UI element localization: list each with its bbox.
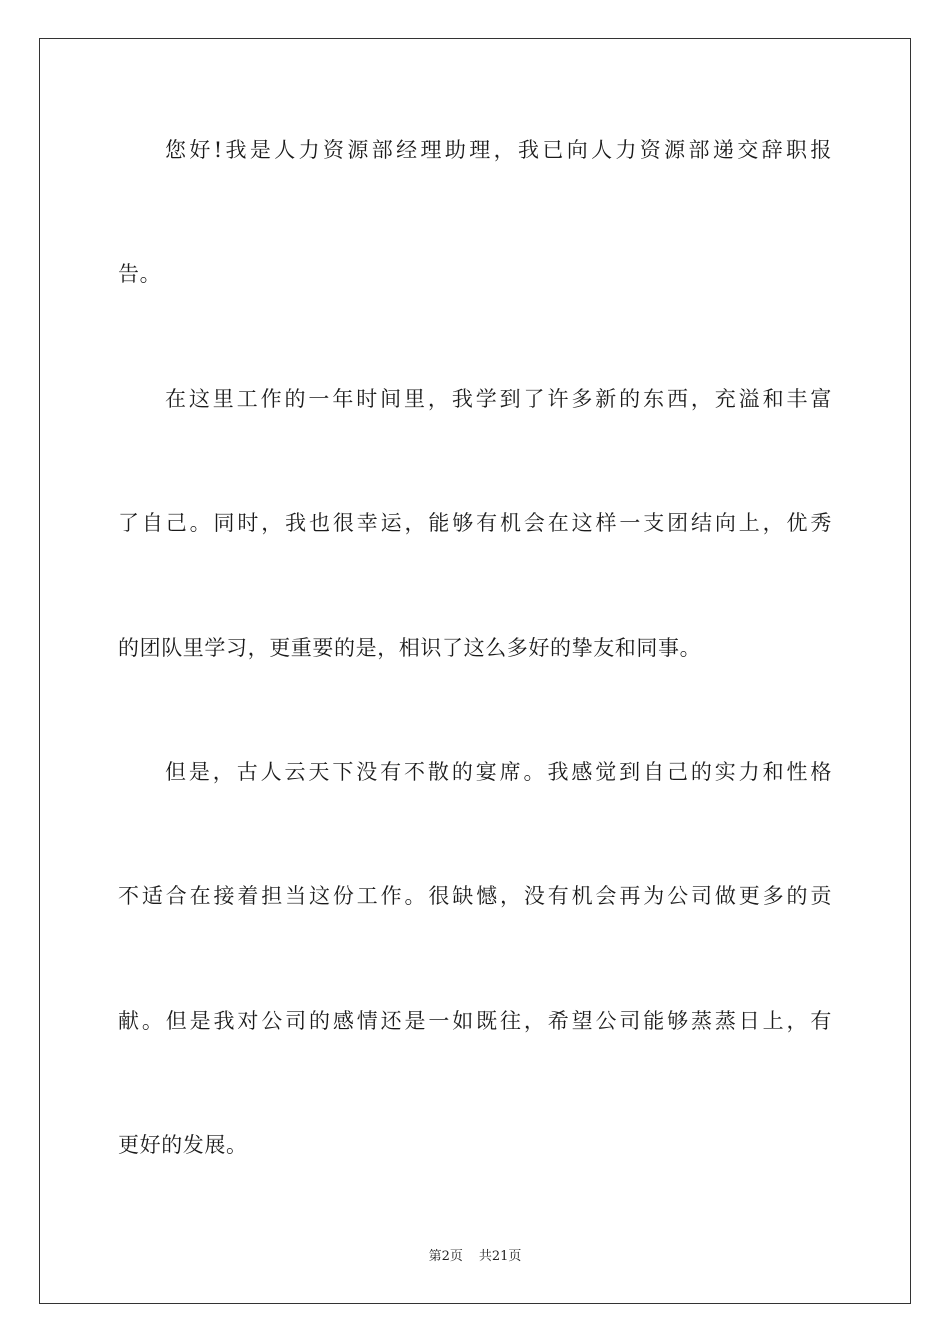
paragraph-2-line-3: 的团队里学习，更重要的是，相识了这么多好的挚友和同事。 [118, 636, 702, 660]
paragraph-3-line-3: 献。但是我对公司的感情还是一如既往，希望公司能够蒸蒸日上，有 [118, 1009, 832, 1033]
page-border [39, 38, 911, 1304]
paragraph-3-line-1: 但是，古人云天下没有不散的宴席。我感觉到自己的实力和性格 [165, 760, 832, 784]
paragraph-2-line-2: 了自己。同时，我也很幸运，能够有机会在这样一支团结向上，优秀 [118, 511, 832, 535]
page-footer [0, 1248, 950, 1266]
paragraph-3-line-2: 不适合在接着担当这份工作。很缺憾，没有机会再为公司做更多的贡 [118, 884, 832, 908]
paragraph-1-line-2: 告。 [118, 262, 162, 286]
page-number-current: 第2页 [428, 1249, 463, 1264]
paragraph-2-line-1: 在这里工作的一年时间里，我学到了许多新的东西，充溢和丰富 [165, 387, 832, 411]
paragraph-3-line-4: 更好的发展。 [118, 1133, 248, 1157]
page-number-total: 共21页 [478, 1249, 522, 1264]
paragraph-1-line-1: 您好!我是人力资源部经理助理，我已向人力资源部递交辞职报 [165, 138, 832, 162]
